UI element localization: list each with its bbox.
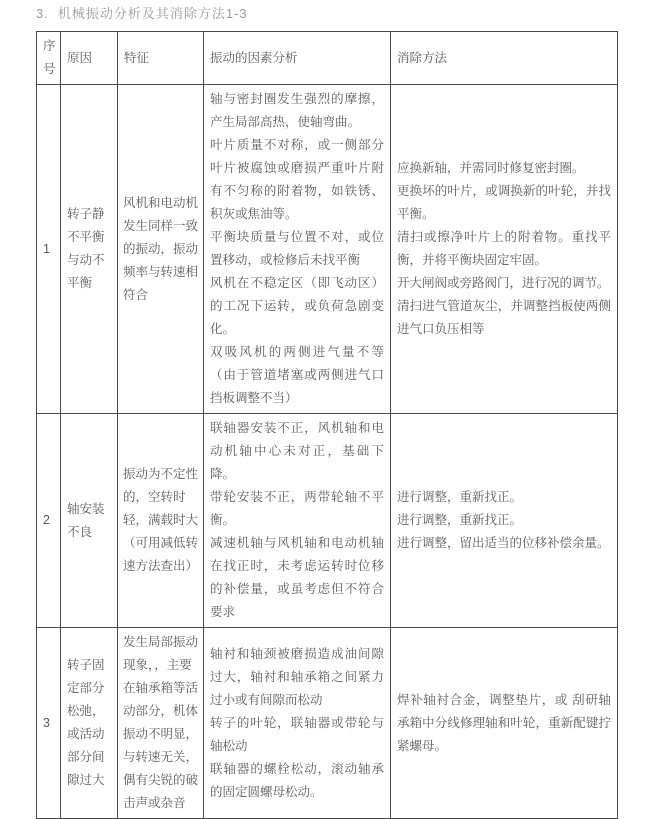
cell-analysis <box>204 628 391 819</box>
analysis-paragraph: 联轴器的螺栓松动，滚动轴承的固定圆螺母松动。 <box>210 761 384 799</box>
cell-cause: 轴安装不良 <box>61 414 118 628</box>
cell-no: 3 <box>37 628 61 819</box>
page-title <box>36 6 248 22</box>
analysis-paragraph: 双吸风机的两侧进气量不等（由于管道堵塞或两侧进气口挡板调整不当） <box>210 345 384 405</box>
method-paragraph: 进行调整，留出适当的位移补偿余量。 <box>397 536 610 550</box>
method-paragraph: 清扫或擦净叶片上的附着物。重找平衡，并将平衡块固定牢固。 <box>397 230 611 267</box>
analysis-paragraph: 转子的叶轮，联轴器或带轮与轴松动 <box>210 715 384 753</box>
method-paragraph: 开大闸阀或旁路阀门，进行况的调节。 <box>397 276 610 290</box>
cell-methods <box>391 85 618 414</box>
method-paragraph: 焊补轴衬合金，调整垫片，或 刮研轴承箱中分线修理轴和叶轮，重新配键拧紧螺母。 <box>397 692 611 753</box>
cell-cause: 转子固定部分松弛，或活动部分间隙过大 <box>61 628 118 819</box>
cell-cause: 转子静不平衡与动不平衡 <box>61 85 118 414</box>
vibration-analysis-table <box>36 31 618 819</box>
column-header-cause: 原因 <box>61 32 118 85</box>
cell-methods <box>391 628 618 819</box>
column-header-analysis: 振动的因素分析 <box>204 32 391 85</box>
page-title-number: 3. <box>36 6 49 21</box>
column-header-method: 消除方法 <box>391 32 618 85</box>
analysis-paragraph: 联轴器安装不正，风机轴和电动机轴中心未对正，基础下降。 <box>210 421 384 481</box>
analysis-paragraph: 风机在不稳定区（即飞动区）的工况下运转，或负荷急剧变化。 <box>210 276 384 336</box>
analysis-paragraph: 轴衬和轴颈被磨损造成油间隙过大，轴衬和轴承箱之间紧力过小或有间隙而松动 <box>210 646 384 707</box>
method-paragraph: 进行调整，重新找正。 <box>397 490 523 504</box>
cell-feature: 风机和电动机发生同样一致的振动，振动频率与转速相符合 <box>118 85 204 414</box>
cell-analysis <box>204 85 391 414</box>
method-paragraph: 更换坏的叶片，或调换新的叶轮，并找平衡。 <box>397 184 611 221</box>
cell-methods <box>391 414 618 628</box>
cell-no: 1 <box>37 85 61 414</box>
table-row <box>37 414 618 628</box>
analysis-paragraph: 平衡块质量与位置不对，或位置移动，或检修后未找平衡 <box>210 230 384 267</box>
cell-feature: 发生局部振动现象，，主要在轴承箱等活动部分，机体振动不明显，与转速无关，偶有尖锐的破击声或杂音 <box>118 628 204 819</box>
table-header-row <box>37 32 618 85</box>
table-row <box>37 628 618 819</box>
analysis-paragraph: 叶片质量不对称，或一侧部分叶片被腐蚀或磨损严重叶片附有不匀称的附着物，如铁锈、积灰或焦油等。 <box>210 138 384 221</box>
analysis-paragraph: 轴与密封圈发生强烈的摩擦，产生局部高热，使轴弯曲。 <box>210 92 384 129</box>
page-title-text: 机械振动分析及其消除方法1-3 <box>57 6 248 21</box>
method-paragraph: 进行调整，重新找正。 <box>397 513 523 527</box>
column-header-feature: 特征 <box>118 32 204 85</box>
cell-feature: 振动为不定性的，空转时轻，满载时大（可用减低转速方法查出） <box>118 414 204 628</box>
column-header-no: 序号 <box>37 32 61 85</box>
method-paragraph: 清扫进气管道灰尘，并调整挡板使两侧进气口负压相等 <box>397 299 611 336</box>
method-paragraph: 应换新轴，并需同时修复密封圈。 <box>397 161 585 175</box>
table-row <box>37 85 618 414</box>
cell-no: 2 <box>37 414 61 628</box>
cell-analysis <box>204 414 391 628</box>
analysis-paragraph: 带轮安装不正，两带轮轴不平衡。 <box>210 490 384 527</box>
analysis-paragraph: 减速机轴与风机轴和电动机轴在找正时，未考虑运转时位移的补偿量，或虽考虑但不符合要求 <box>210 536 384 619</box>
